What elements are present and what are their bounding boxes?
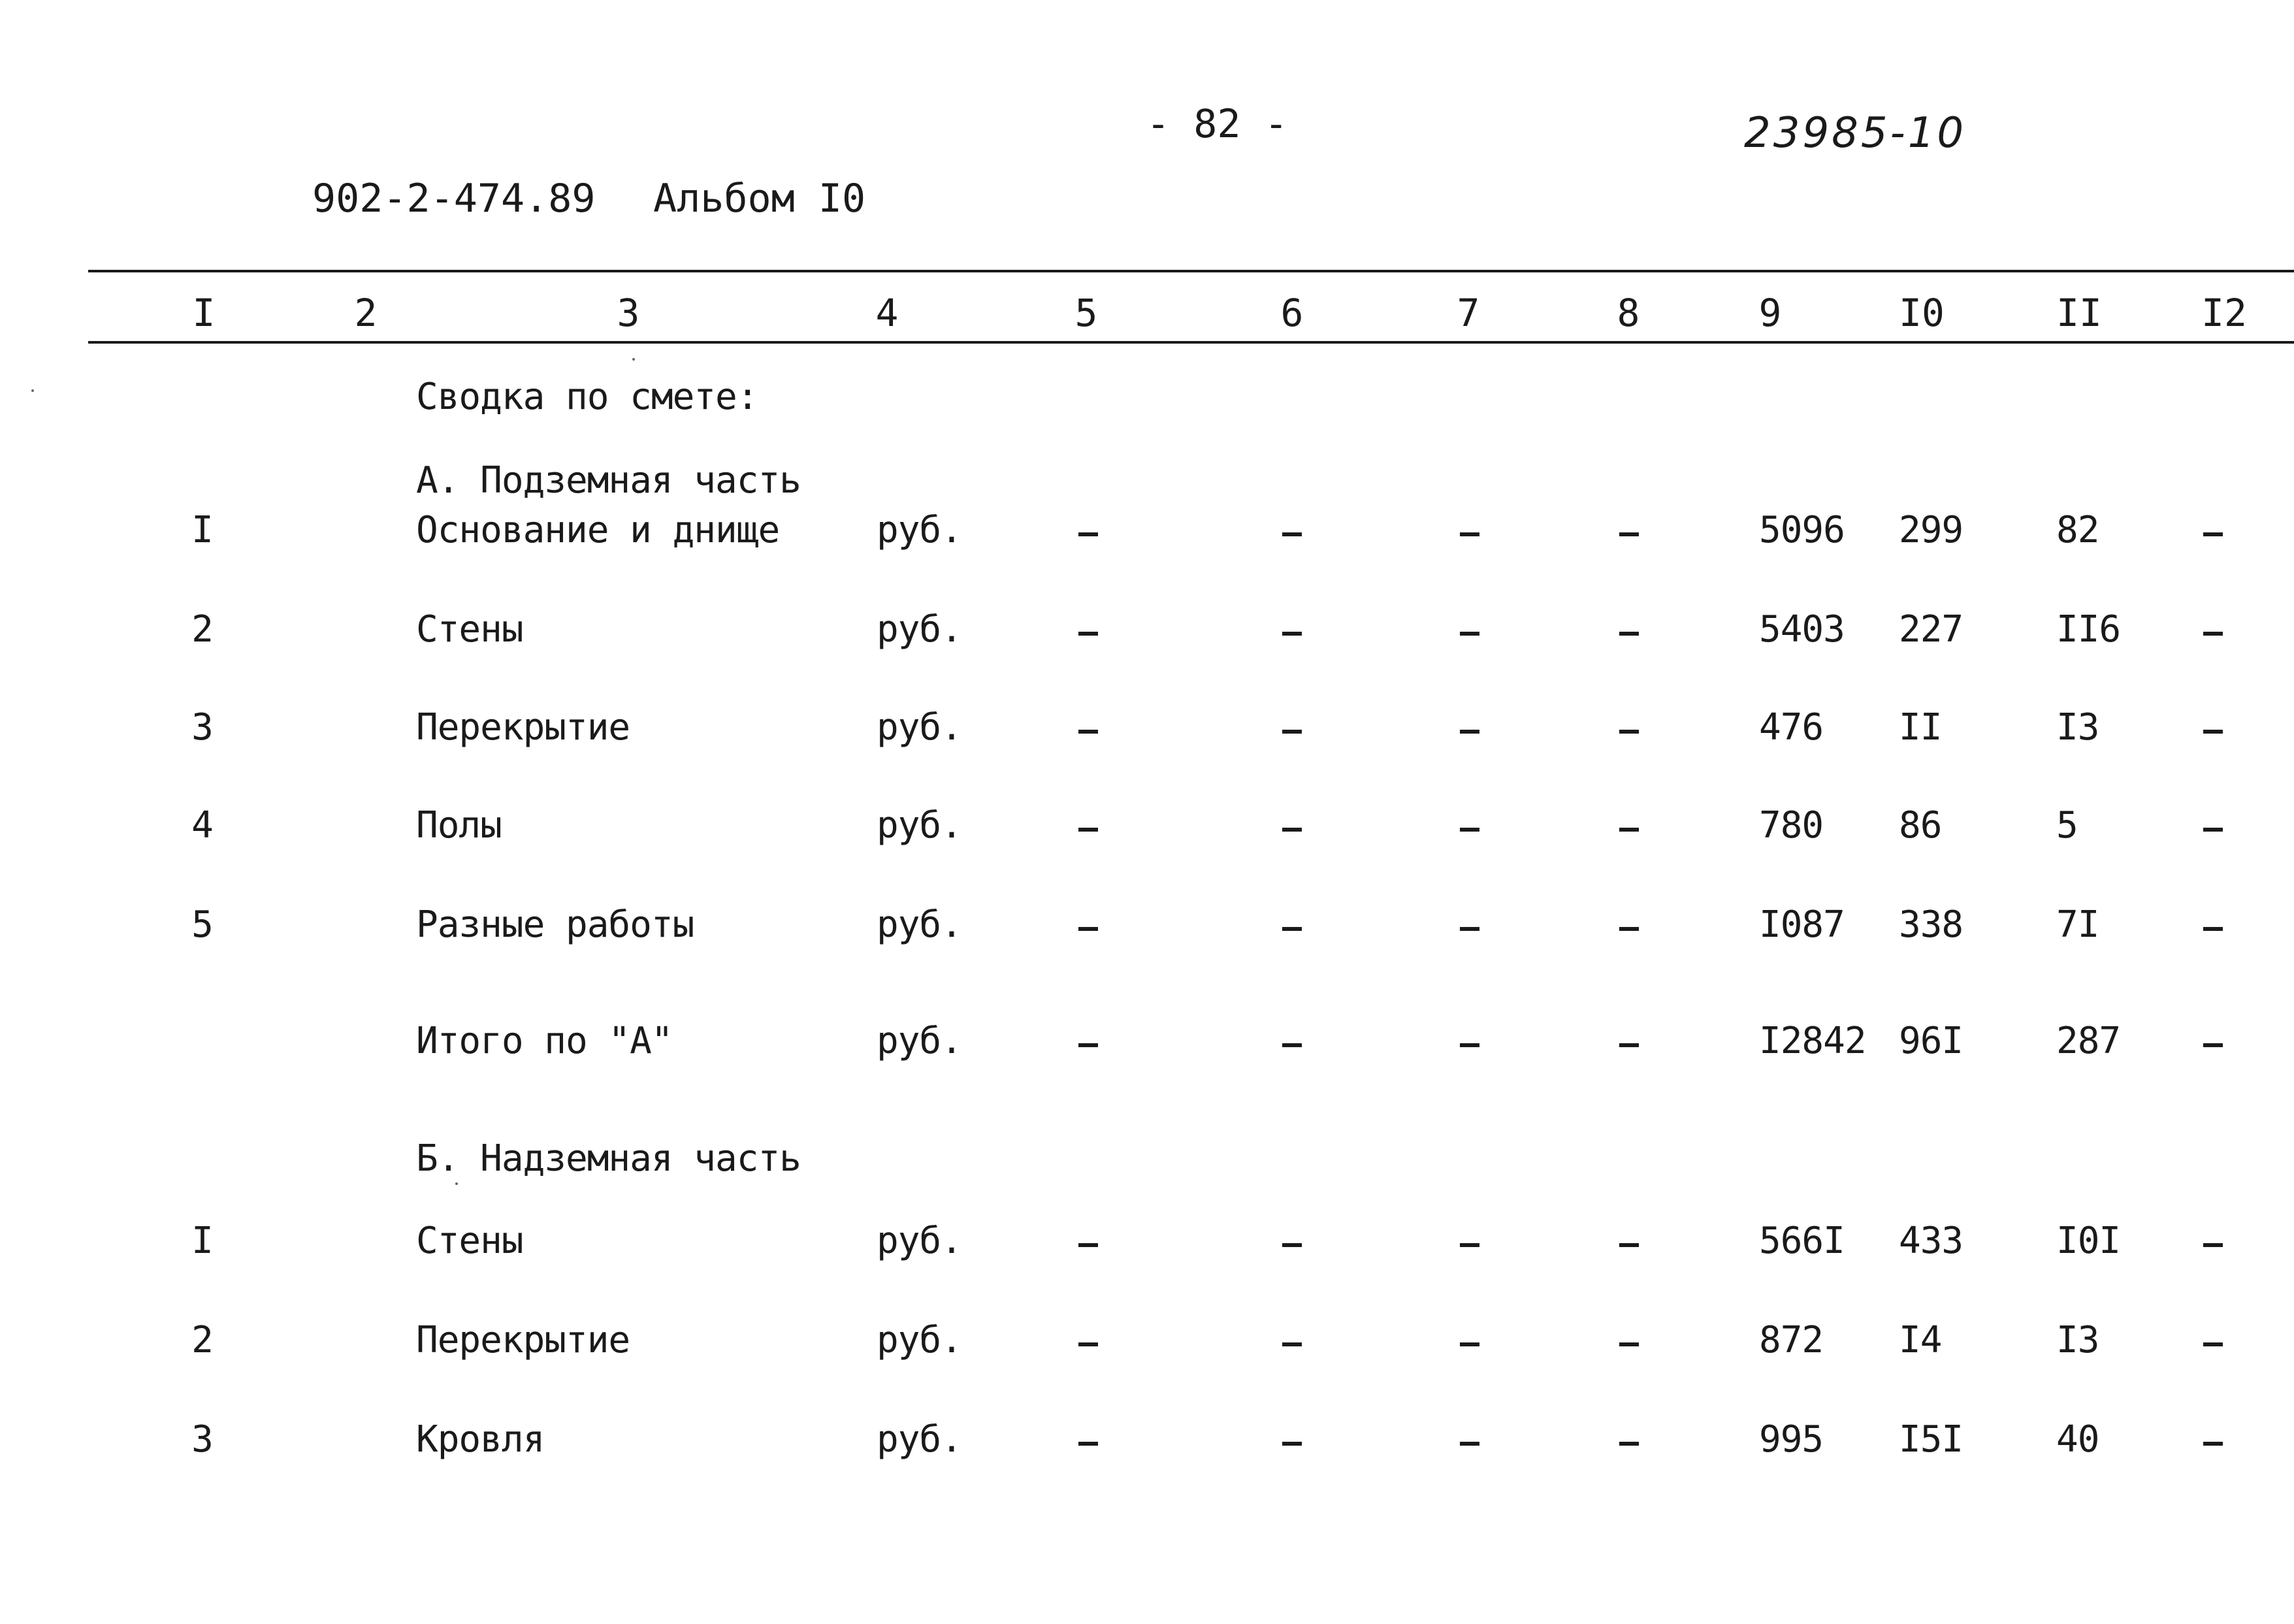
dash-col5: [1078, 532, 1098, 536]
page-number: - 82 -: [1146, 101, 1288, 147]
dash-col6: [1282, 828, 1302, 832]
row-unit: руб.: [877, 804, 962, 847]
cell-col11: I0I: [2056, 1220, 2121, 1262]
row-unit: руб.: [877, 1418, 962, 1461]
dash-col7: [1460, 1442, 1479, 1446]
row-number: 5: [191, 903, 214, 946]
dash-col7: [1460, 632, 1479, 636]
dash-col12: [2203, 1043, 2223, 1047]
row-number: I: [191, 1220, 214, 1262]
column-header-5: 5: [1074, 291, 1098, 335]
dash-col5: [1078, 1342, 1098, 1346]
dash-col12: [2203, 632, 2223, 636]
scan-speck: [31, 389, 34, 392]
column-header-12: I2: [2201, 291, 2247, 335]
cell-col9: 780: [1759, 804, 1824, 847]
column-header-2: 2: [354, 291, 378, 335]
cell-col10: 227: [1899, 608, 1963, 651]
dash-col6: [1282, 1243, 1302, 1247]
row-name: Перекрытие: [416, 706, 630, 749]
cell-col9: 566I: [1759, 1220, 1845, 1262]
cell-col11: 40: [2056, 1418, 2099, 1461]
cell-col11: II6: [2056, 608, 2121, 651]
section-a-title: А. Подземная часть: [416, 459, 801, 502]
project-code: 902-2-474.89: [312, 176, 596, 221]
dash-col6: [1282, 632, 1302, 636]
row-name: Разные работы: [416, 903, 694, 946]
dash-col6: [1282, 730, 1302, 734]
column-header-8: 8: [1617, 291, 1640, 335]
dash-col7: [1460, 730, 1479, 734]
column-header-9: 9: [1758, 291, 1782, 335]
cell-col11: 5: [2056, 804, 2078, 847]
dash-col8: [1619, 1243, 1639, 1247]
column-header-1: I: [192, 291, 216, 335]
cell-col9: 5096: [1759, 509, 1845, 551]
row-name: Полы: [416, 804, 502, 847]
row-name: Перекрытие: [416, 1319, 630, 1361]
dash-col12: [2203, 1342, 2223, 1346]
row-unit: руб.: [877, 509, 962, 551]
dash-col6: [1282, 1043, 1302, 1047]
row-unit: руб.: [877, 903, 962, 946]
row-unit: руб.: [877, 1020, 962, 1062]
cell-col9: 872: [1759, 1319, 1824, 1361]
dash-col12: [2203, 1442, 2223, 1446]
row-number: 4: [191, 804, 214, 847]
section-b-title: Б. Надземная часть: [416, 1137, 801, 1180]
dash-col12: [2203, 828, 2223, 832]
dash-col5: [1078, 1442, 1098, 1446]
row-number: 3: [191, 706, 214, 749]
cell-col9: 5403: [1759, 608, 1845, 651]
row-name: Основание и днище: [416, 509, 780, 551]
cell-col10: 86: [1899, 804, 1942, 847]
cell-col10: II: [1899, 706, 1942, 749]
dash-col6: [1282, 927, 1302, 931]
dash-col5: [1078, 632, 1098, 636]
column-header-11: II: [2056, 291, 2102, 335]
cell-col9: 476: [1759, 706, 1824, 749]
column-header-7: 7: [1457, 291, 1480, 335]
dash-col8: [1619, 1043, 1639, 1047]
row-number: 2: [191, 608, 214, 651]
dash-col7: [1460, 1243, 1479, 1247]
cell-col10: 96I: [1899, 1020, 1963, 1062]
cell-col9: 995: [1759, 1418, 1824, 1461]
dash-col12: [2203, 730, 2223, 734]
column-header-4: 4: [875, 291, 899, 335]
row-name: Кровля: [416, 1418, 545, 1461]
dash-col5: [1078, 1243, 1098, 1247]
row-number: 2: [191, 1319, 214, 1361]
table-top-rule: [88, 270, 2294, 272]
row-unit: руб.: [877, 1319, 962, 1361]
cell-col10: 299: [1899, 509, 1963, 551]
cell-col11: I3: [2056, 1319, 2099, 1361]
dash-col8: [1619, 828, 1639, 832]
column-header-6: 6: [1280, 291, 1304, 335]
row-name: Стены: [416, 608, 523, 651]
cell-col11: I3: [2056, 706, 2099, 749]
dash-col6: [1282, 1342, 1302, 1346]
row-number: I: [191, 509, 214, 551]
cell-col11: 82: [2056, 509, 2099, 551]
dash-col5: [1078, 828, 1098, 832]
dash-col7: [1460, 1342, 1479, 1346]
cell-col10: I4: [1899, 1319, 1942, 1361]
row-unit: руб.: [877, 608, 962, 651]
column-header-3: 3: [617, 291, 640, 335]
document-code: 23985-10: [1744, 109, 1967, 157]
cell-col10: I5I: [1899, 1418, 1963, 1461]
dash-col5: [1078, 927, 1098, 931]
cell-col11: 7I: [2056, 903, 2099, 946]
dash-col12: [2203, 532, 2223, 536]
row-unit: руб.: [877, 1220, 962, 1262]
dash-col8: [1619, 1342, 1639, 1346]
dash-col8: [1619, 730, 1639, 734]
dash-col8: [1619, 632, 1639, 636]
cell-col11: 287: [2056, 1020, 2121, 1062]
total-label: Итого по "А": [416, 1020, 673, 1062]
scan-speck: [455, 1182, 458, 1185]
cell-col9: I087: [1759, 903, 1845, 946]
row-name: Стены: [416, 1220, 523, 1262]
dash-col5: [1078, 730, 1098, 734]
dash-col6: [1282, 1442, 1302, 1446]
summary-title: Сводка по смете:: [416, 376, 758, 418]
dash-col8: [1619, 532, 1639, 536]
row-unit: руб.: [877, 706, 962, 749]
dash-col8: [1619, 1442, 1639, 1446]
table-header-bottom-rule: [88, 341, 2294, 344]
cell-col10: 338: [1899, 903, 1963, 946]
scan-speck: [632, 358, 635, 361]
dash-col5: [1078, 1043, 1098, 1047]
dash-col7: [1460, 532, 1479, 536]
dash-col6: [1282, 532, 1302, 536]
cell-col10: 433: [1899, 1220, 1963, 1262]
album-label: Альбом I0: [653, 176, 866, 221]
dash-col7: [1460, 1043, 1479, 1047]
dash-col7: [1460, 927, 1479, 931]
row-number: 3: [191, 1418, 214, 1461]
cell-col9: I2842: [1759, 1020, 1866, 1062]
dash-col7: [1460, 828, 1479, 832]
column-header-10: I0: [1899, 291, 1945, 335]
dash-col12: [2203, 1243, 2223, 1247]
dash-col8: [1619, 927, 1639, 931]
dash-col12: [2203, 927, 2223, 931]
